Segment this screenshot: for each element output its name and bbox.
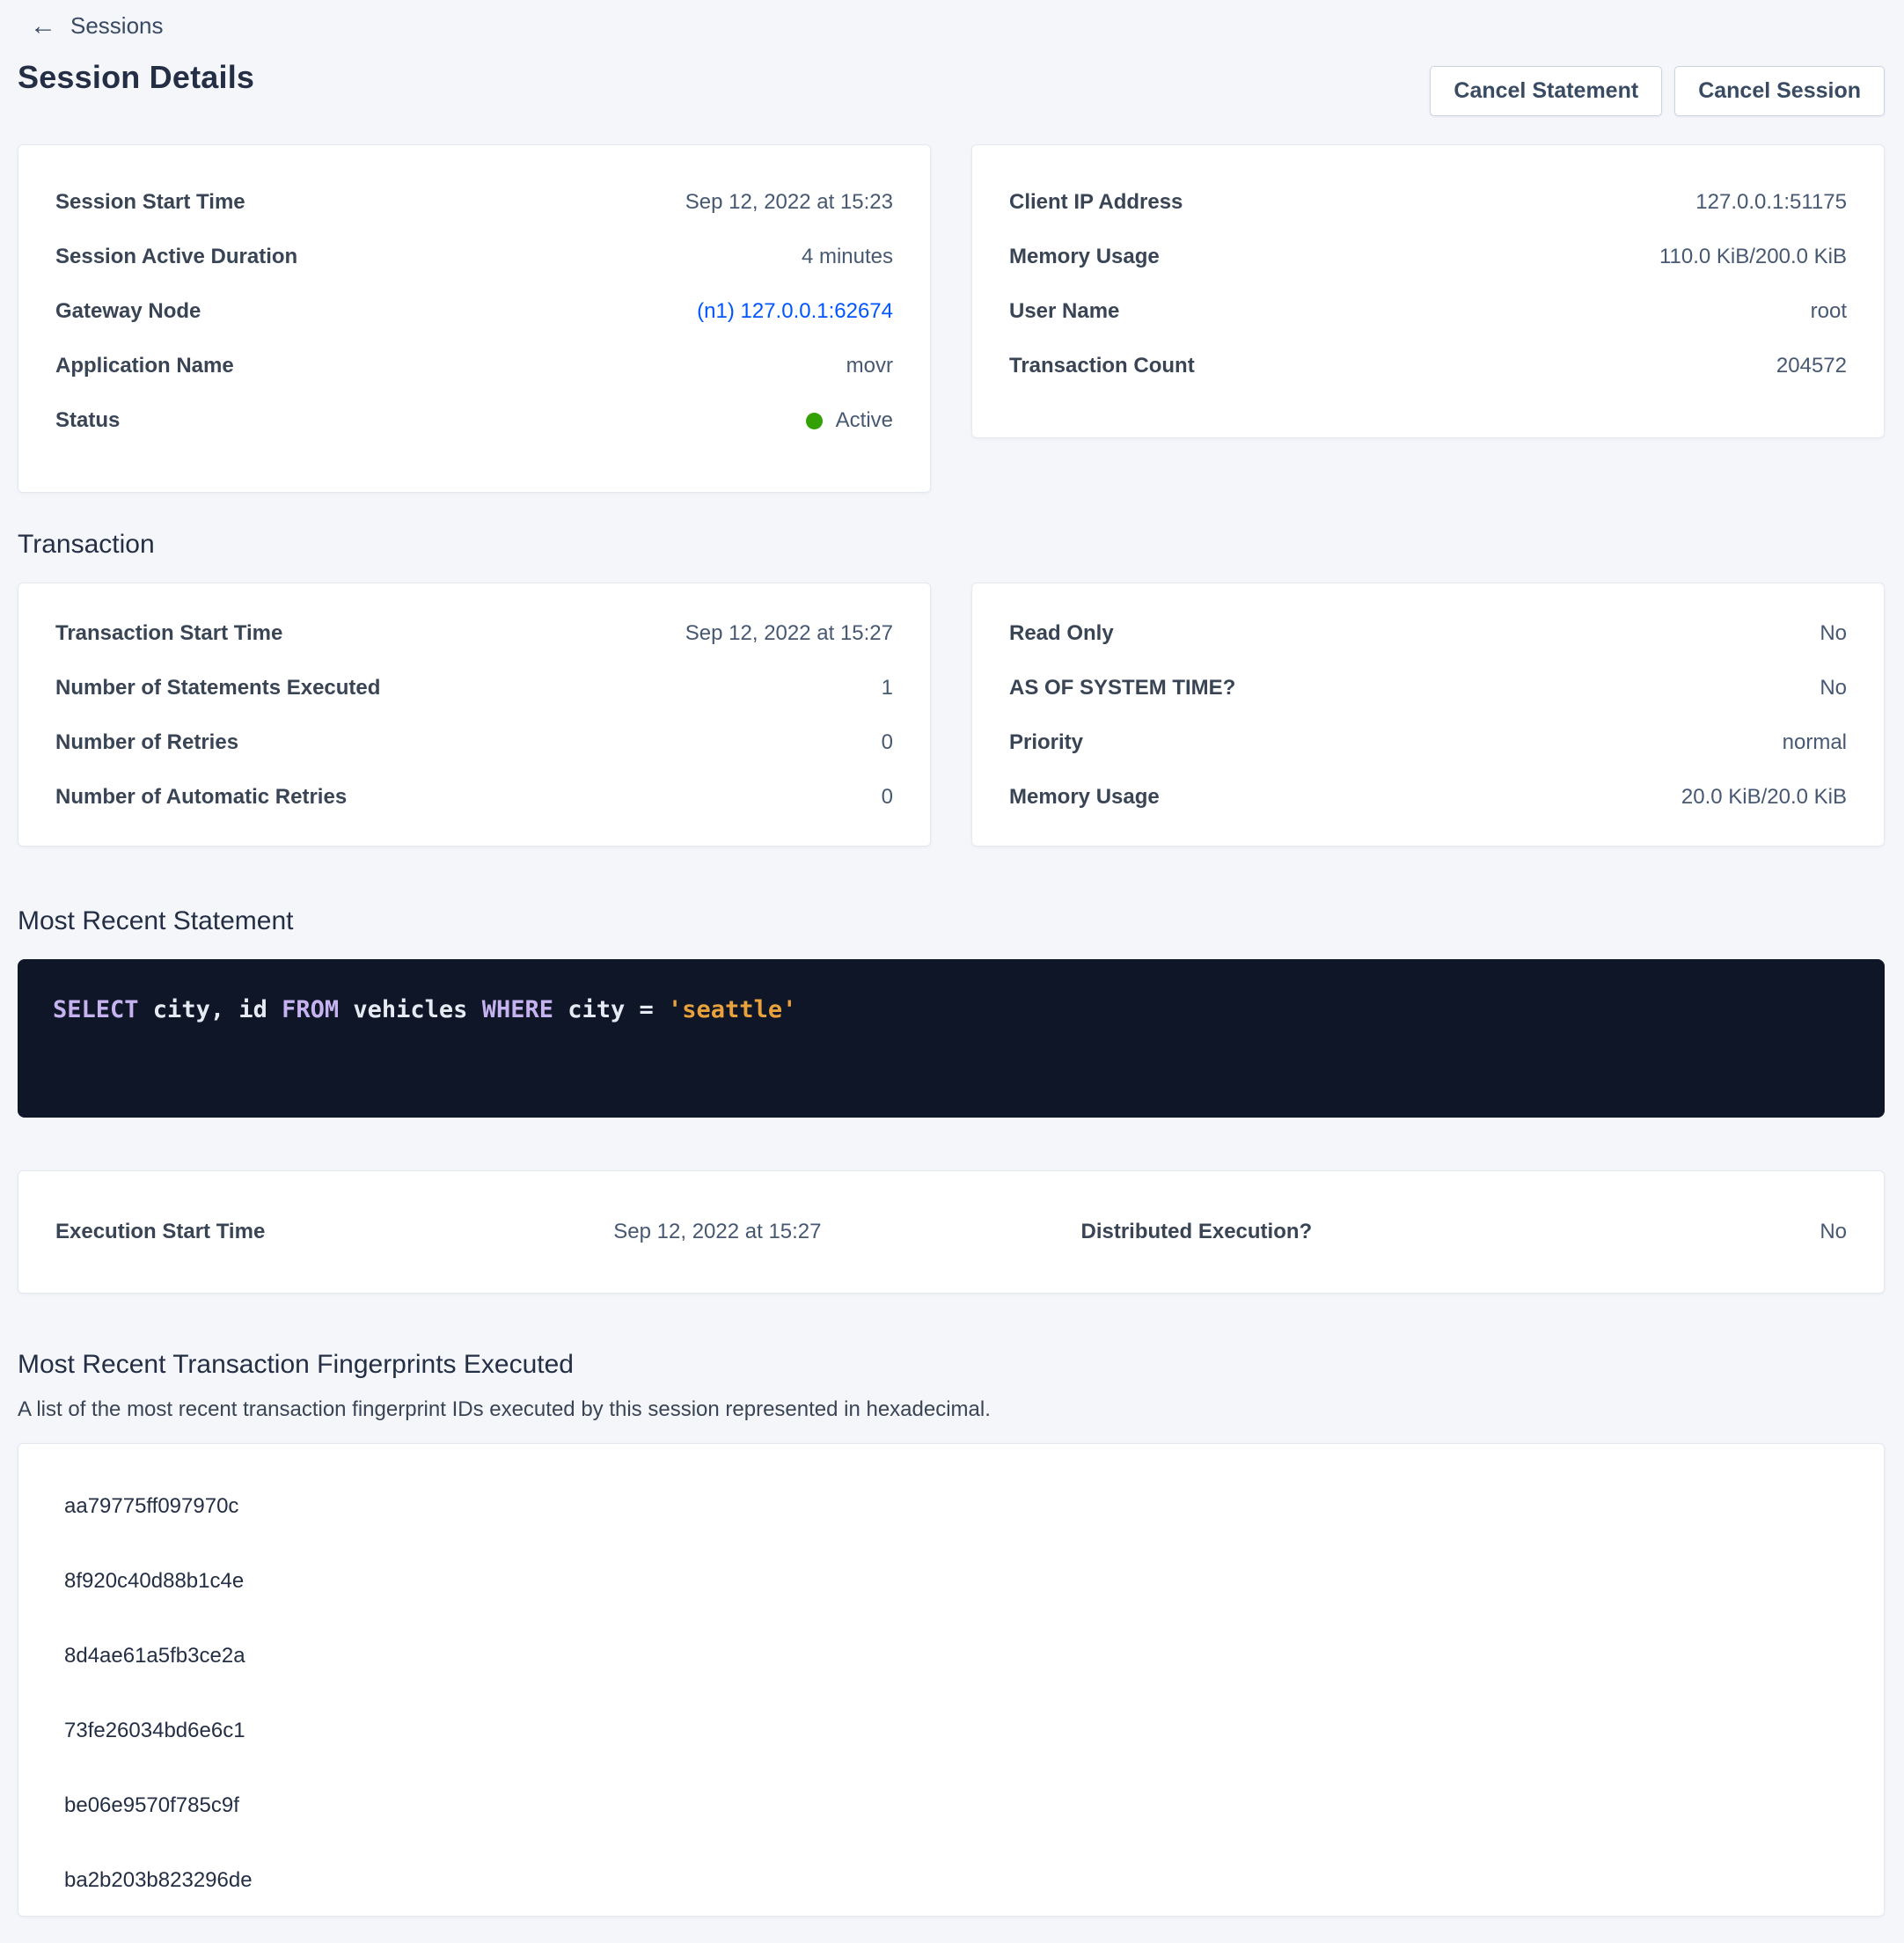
transaction-card-left xyxy=(18,583,931,847)
user-name-value: root xyxy=(1810,299,1847,323)
fingerprints-description: A list of the most recent transaction fingerprint IDs executed by this session represented in hexadecimal. xyxy=(18,1397,991,1421)
client-ip-value: 127.0.0.1:51175 xyxy=(1695,190,1847,214)
session-active-duration-value: 4 minutes xyxy=(801,245,893,268)
page-title: Session Details xyxy=(18,59,255,95)
sql-keyword: FROM xyxy=(282,996,340,1023)
read-only-label: Read Only xyxy=(1009,621,1114,645)
cancel-session-button[interactable]: Cancel Session xyxy=(1674,66,1885,116)
read-only-row xyxy=(972,606,1884,661)
client-ip-row xyxy=(972,175,1884,230)
fingerprints-section-heading: Most Recent Transaction Fingerprints Executed xyxy=(18,1350,574,1379)
fingerprint-item: be06e9570f785c9f xyxy=(64,1793,239,1817)
gateway-node-row xyxy=(18,284,930,339)
session-start-time-label: Session Start Time xyxy=(55,190,245,214)
execution-start-time-row xyxy=(18,1220,949,1244)
as-of-system-time-value: No xyxy=(1820,676,1847,700)
gateway-node-link[interactable]: (n1) 127.0.0.1:62674 xyxy=(697,299,893,323)
status-label: Status xyxy=(55,408,121,432)
gateway-node-label: Gateway Node xyxy=(55,299,201,323)
sql-statement-box xyxy=(18,959,1885,1118)
automatic-retries-label: Number of Automatic Retries xyxy=(55,785,348,809)
transaction-start-time-label: Transaction Start Time xyxy=(55,621,283,645)
sql-text: city = xyxy=(553,996,669,1023)
priority-row xyxy=(972,715,1884,770)
cancel-statement-button[interactable]: Cancel Statement xyxy=(1430,66,1662,116)
status-text: Active xyxy=(835,408,893,432)
distributed-execution-value: No xyxy=(1820,1220,1847,1243)
statements-executed-row xyxy=(18,661,930,715)
sql-keyword: WHERE xyxy=(481,996,553,1023)
session-memory-usage-row xyxy=(972,230,1884,284)
as-of-system-time-label: AS OF SYSTEM TIME? xyxy=(1009,676,1236,700)
application-name-label: Application Name xyxy=(55,354,234,378)
transaction-start-time-value: Sep 12, 2022 at 15:27 xyxy=(685,621,893,645)
back-arrow-icon: ← xyxy=(30,11,56,40)
back-to-sessions-link[interactable] xyxy=(18,7,164,40)
sql-keyword: SELECT xyxy=(53,996,139,1023)
session-summary-card-right xyxy=(971,144,1885,438)
execution-start-time-label: Execution Start Time xyxy=(55,1220,266,1243)
transaction-cards-row xyxy=(18,583,1885,847)
execution-start-time-value: Sep 12, 2022 at 15:27 xyxy=(613,1220,822,1243)
statements-executed-value: 1 xyxy=(881,676,893,700)
status-value xyxy=(806,408,893,433)
session-memory-usage-label: Memory Usage xyxy=(1009,245,1160,268)
page-header xyxy=(18,59,1885,116)
transaction-count-row xyxy=(972,339,1884,393)
priority-label: Priority xyxy=(1009,730,1084,754)
fingerprint-item: ba2b203b823296de xyxy=(64,1868,253,1892)
header-actions xyxy=(1430,66,1885,116)
transaction-memory-usage-value: 20.0 KiB/20.0 KiB xyxy=(1681,785,1847,809)
automatic-retries-value: 0 xyxy=(881,785,893,809)
retries-row xyxy=(18,715,930,770)
automatic-retries-row xyxy=(18,770,930,825)
fingerprint-item: 8d4ae61a5fb3ce2a xyxy=(64,1644,245,1668)
session-memory-usage-value: 110.0 KiB/200.0 KiB xyxy=(1659,245,1847,268)
transaction-count-value: 204572 xyxy=(1776,354,1847,378)
distributed-execution-label: Distributed Execution? xyxy=(1080,1220,1313,1243)
transaction-memory-usage-row xyxy=(972,770,1884,825)
sql-text: city, id xyxy=(138,996,282,1023)
read-only-value: No xyxy=(1820,621,1847,645)
fingerprint-item: 73fe26034bd6e6c1 xyxy=(64,1719,245,1742)
client-ip-label: Client IP Address xyxy=(1009,190,1183,214)
session-active-duration-row xyxy=(18,230,930,284)
user-name-row xyxy=(972,284,1884,339)
back-link-label: Sessions xyxy=(70,12,164,39)
session-start-time-value: Sep 12, 2022 at 15:23 xyxy=(685,190,893,214)
session-start-time-row xyxy=(18,175,930,230)
most-recent-statement-heading: Most Recent Statement xyxy=(18,906,294,935)
application-name-value: movr xyxy=(846,354,893,378)
as-of-system-time-row xyxy=(972,661,1884,715)
fingerprints-card xyxy=(18,1443,1885,1917)
retries-label: Number of Retries xyxy=(55,730,239,754)
status-active-dot-icon xyxy=(806,413,823,429)
session-active-duration-label: Session Active Duration xyxy=(55,245,298,268)
fingerprint-item: aa79775ff097970c xyxy=(64,1494,239,1518)
statements-executed-label: Number of Statements Executed xyxy=(55,676,381,700)
user-name-label: User Name xyxy=(1009,299,1120,323)
status-row xyxy=(18,393,930,448)
priority-value: normal xyxy=(1782,730,1847,754)
sql-text: vehicles xyxy=(339,996,482,1023)
transaction-start-time-row xyxy=(18,606,930,661)
transaction-section-heading: Transaction xyxy=(18,530,155,559)
execution-card xyxy=(18,1170,1885,1294)
application-name-row xyxy=(18,339,930,393)
transaction-count-label: Transaction Count xyxy=(1009,354,1195,378)
transaction-memory-usage-label: Memory Usage xyxy=(1009,785,1160,809)
transaction-card-right xyxy=(971,583,1885,847)
session-summary-row xyxy=(18,144,1885,493)
fingerprint-item: 8f920c40d88b1c4e xyxy=(64,1569,245,1593)
distributed-execution-row xyxy=(949,1220,1885,1244)
sql-string-literal: 'seattle' xyxy=(668,996,797,1023)
session-summary-card-left xyxy=(18,144,931,493)
retries-value: 0 xyxy=(881,730,893,754)
